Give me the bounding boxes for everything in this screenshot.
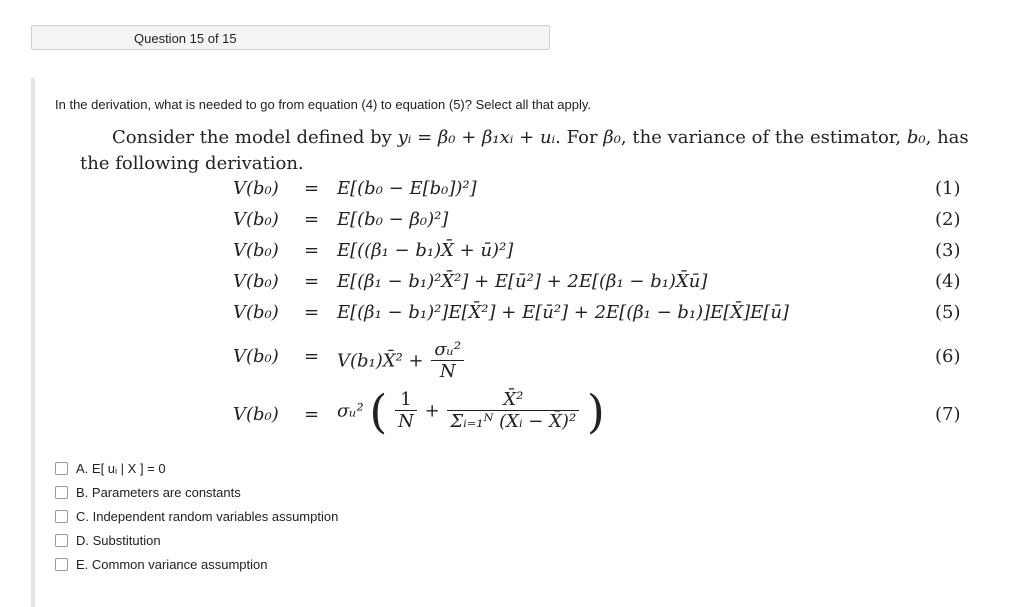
equation-rhs-term: V(b₁)X̄² + xyxy=(337,350,424,372)
checkbox[interactable] xyxy=(55,534,68,547)
equals-sign: = xyxy=(304,178,320,199)
question-prompt: In the derivation, what is needed to go from equation (4) to equation (5)? Select all that apply. xyxy=(55,97,591,112)
fraction-numerator: X̄² xyxy=(447,390,579,411)
equation-rhs xyxy=(337,340,466,383)
intro-text-4: , has the following derivation. xyxy=(80,127,969,174)
equation-rhs: E[((β₁ − b₁)X̄ + ū)²] xyxy=(337,240,514,261)
equation-lhs: V(b₀) xyxy=(233,346,279,367)
equation-row-7 xyxy=(0,384,1024,446)
fraction-denominator: Σᵢ₌₁ᴺ (Xᵢ − X̄)² xyxy=(450,411,577,432)
equals-sign: = xyxy=(304,346,320,367)
intro-text-2: . For xyxy=(555,127,598,148)
b0-symbol: b₀ xyxy=(906,127,926,148)
equation-rhs xyxy=(337,384,605,439)
intro-text-1: Consider the model defined by xyxy=(112,127,392,148)
checkbox[interactable] xyxy=(55,510,68,523)
checkbox[interactable] xyxy=(55,558,68,571)
checkbox[interactable] xyxy=(55,486,68,499)
equation-lhs: V(b₀) xyxy=(233,209,279,230)
checkbox[interactable] xyxy=(55,462,68,475)
model-equation: yᵢ = β₀ + β₁xᵢ + uᵢ xyxy=(397,127,556,148)
right-paren: ) xyxy=(586,384,605,439)
equation-row-4 xyxy=(0,271,1024,301)
plus-sign: + xyxy=(424,400,440,422)
equation-lhs: V(b₀) xyxy=(233,404,279,425)
equation-lhs: V(b₀) xyxy=(233,240,279,261)
equals-sign: = xyxy=(304,404,320,425)
option-label[interactable]: C. Independent random variables assumption xyxy=(76,509,339,524)
fraction-numerator: σᵤ² xyxy=(431,340,464,361)
equation-row-6 xyxy=(0,340,1024,384)
question-header xyxy=(31,25,550,50)
equals-sign: = xyxy=(304,209,320,230)
equation-lhs: V(b₀) xyxy=(233,178,279,199)
equation-row-5 xyxy=(0,302,1024,332)
fraction xyxy=(431,340,464,383)
fraction-xbar-over-sum xyxy=(447,390,579,433)
equation-rhs: E[(b₀ − E[b₀])²] xyxy=(337,178,477,199)
equation-number: (4) xyxy=(935,271,961,292)
fraction-denominator: N xyxy=(439,361,456,382)
option-label[interactable]: D. Substitution xyxy=(76,533,161,548)
equation-number: (2) xyxy=(935,209,961,230)
left-paren: ( xyxy=(369,384,388,439)
beta0-symbol: β₀ xyxy=(603,127,621,148)
equation-row-3 xyxy=(0,240,1024,270)
option-label[interactable]: A. E[ uᵢ | X ] = 0 xyxy=(76,461,166,476)
option-label[interactable]: E. Common variance assumption xyxy=(76,557,268,572)
equals-sign: = xyxy=(304,302,320,323)
equation-number: (3) xyxy=(935,240,961,261)
equation-number: (7) xyxy=(935,404,961,425)
equation-number: (1) xyxy=(935,178,961,199)
equation-rhs: E[(β₁ − b₁)²]E[X̄²] + E[ū²] + 2E[(β₁ − b₁)]E[X̄]E[ū] xyxy=(337,302,789,323)
equation-lhs: V(b₀) xyxy=(233,271,279,292)
equation-row-2 xyxy=(0,209,1024,239)
sigma-u-squared: σᵤ² xyxy=(337,400,364,422)
fraction-one-over-n xyxy=(395,390,417,433)
question-counter: Question 15 of 15 xyxy=(134,31,237,46)
equation-lhs: V(b₀) xyxy=(233,302,279,323)
equals-sign: = xyxy=(304,271,320,292)
equation-row-1 xyxy=(0,178,1024,208)
equation-number: (5) xyxy=(935,302,961,323)
equation-rhs: E[(β₁ − b₁)²X̄²] + E[ū²] + 2E[(β₁ − b₁)X̄ū] xyxy=(337,271,708,292)
equation-rhs: E[(b₀ − β₀)²] xyxy=(337,209,449,230)
model-description xyxy=(80,125,970,177)
fraction-denominator: N xyxy=(398,411,414,432)
fraction-numerator: 1 xyxy=(395,390,417,411)
equation-number: (6) xyxy=(935,346,961,367)
equals-sign: = xyxy=(304,240,320,261)
intro-text-3: , the variance of the estimator, xyxy=(620,127,902,148)
option-label[interactable]: B. Parameters are constants xyxy=(76,485,241,500)
